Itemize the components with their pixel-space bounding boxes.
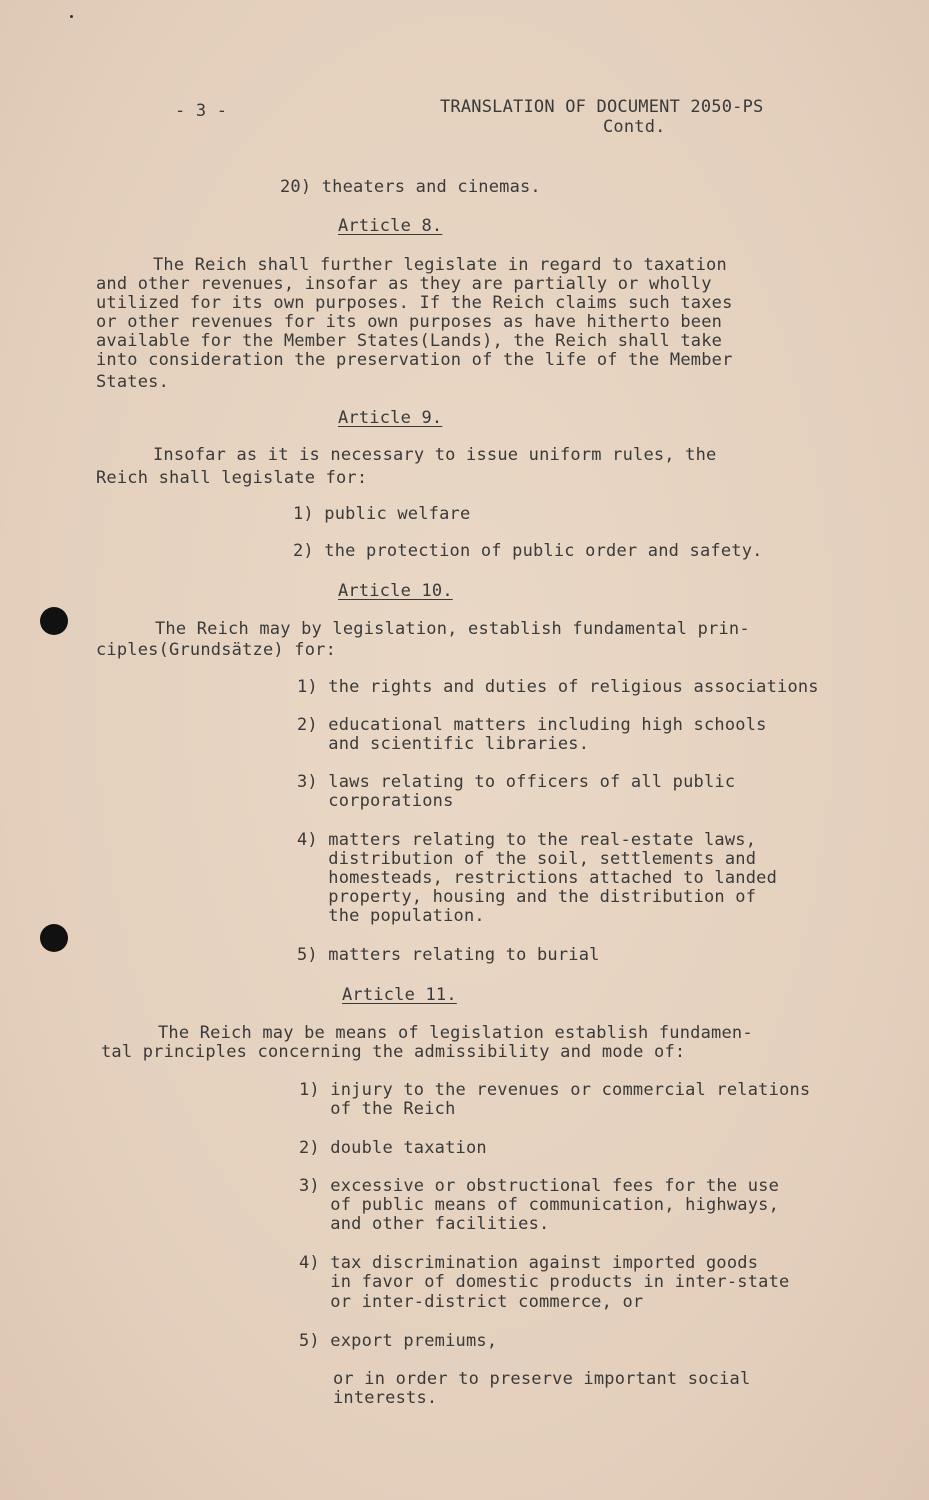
article-11-item-cont: of the Reich <box>299 1099 456 1119</box>
article-10-item: 2) educational matters including high schools <box>297 715 767 735</box>
article-8-line: into consideration the preservation of the life of the Member <box>96 350 733 370</box>
article-11-item-cont: in favor of domestic products in inter-state <box>299 1272 790 1292</box>
punch-hole-bottom <box>40 924 68 952</box>
article-10-item: 3) laws relating to officers of all public <box>297 772 736 792</box>
article-10-line: The Reich may by legislation, establish fundamental prin- <box>155 619 750 639</box>
item-20: 20) theaters and cinemas. <box>280 177 541 197</box>
article-10-item: 1) the rights and duties of religious associations <box>297 677 819 697</box>
article-9-item: 1) public welfare <box>293 504 471 524</box>
article-8-line: States. <box>96 372 170 392</box>
article-11-heading: Article 11. <box>342 985 457 1005</box>
document-contd: Contd. <box>603 117 666 137</box>
paper-speck <box>70 15 73 18</box>
article-10-item: 4) matters relating to the real-estate laws, <box>297 830 757 850</box>
article-8-line: available for the Member States(Lands), the Reich shall take <box>96 331 723 351</box>
article-11-line: The Reich may be means of legislation establish fundamen- <box>158 1023 753 1043</box>
article-11-item-cont: or inter-district commerce, or <box>299 1292 644 1312</box>
article-8-line: The Reich shall further legislate in regard to taxation <box>153 255 727 275</box>
article-10-item-cont: the population. <box>297 906 485 926</box>
article-11-closing: or in order to preserve important social <box>333 1369 751 1389</box>
article-10-item-cont: and scientific libraries. <box>297 734 590 754</box>
article-11-item: 1) injury to the revenues or commercial relations <box>299 1080 811 1100</box>
article-10-item-cont: corporations <box>297 791 454 811</box>
article-11-item: 2) double taxation <box>299 1138 487 1158</box>
document-title: TRANSLATION OF DOCUMENT 2050-PS <box>440 97 764 117</box>
article-9-heading: Article 9. <box>338 408 443 428</box>
article-10-item-cont: property, housing and the distribution of <box>297 887 757 907</box>
page-number: - 3 - <box>175 101 228 121</box>
article-10-line: ciples(Grundsätze) for: <box>96 640 337 660</box>
article-8-line: and other revenues, insofar as they are partially or wholly <box>96 274 712 294</box>
article-8-line: utilized for its own purposes. If the Reich claims such taxes <box>96 293 733 313</box>
article-11-item-cont: of public means of communication, highways, <box>299 1195 780 1215</box>
punch-hole-top <box>40 607 68 635</box>
article-9-item: 2) the protection of public order and safety. <box>293 541 763 561</box>
article-9-line: Insofar as it is necessary to issue uniform rules, the <box>153 445 717 465</box>
article-10-heading: Article 10. <box>338 581 453 601</box>
article-9-line: Reich shall legislate for: <box>96 468 368 488</box>
article-10-item: 5) matters relating to burial <box>297 945 600 965</box>
article-11-item: 5) export premiums, <box>299 1331 498 1351</box>
article-11-closing: interests. <box>333 1388 438 1408</box>
article-11-item: 3) excessive or obstructional fees for the use <box>299 1176 780 1196</box>
article-10-item-cont: homesteads, restrictions attached to landed <box>297 868 778 888</box>
article-10-item-cont: distribution of the soil, settlements and <box>297 849 757 869</box>
article-8-line: or other revenues for its own purposes as have hitherto been <box>96 312 723 332</box>
article-11-line: tal principles concerning the admissibility and mode of: <box>101 1042 686 1062</box>
article-11-item-cont: and other facilities. <box>299 1214 550 1234</box>
article-8-heading: Article 8. <box>338 216 443 236</box>
article-11-item: 4) tax discrimination against imported goods <box>299 1253 759 1273</box>
